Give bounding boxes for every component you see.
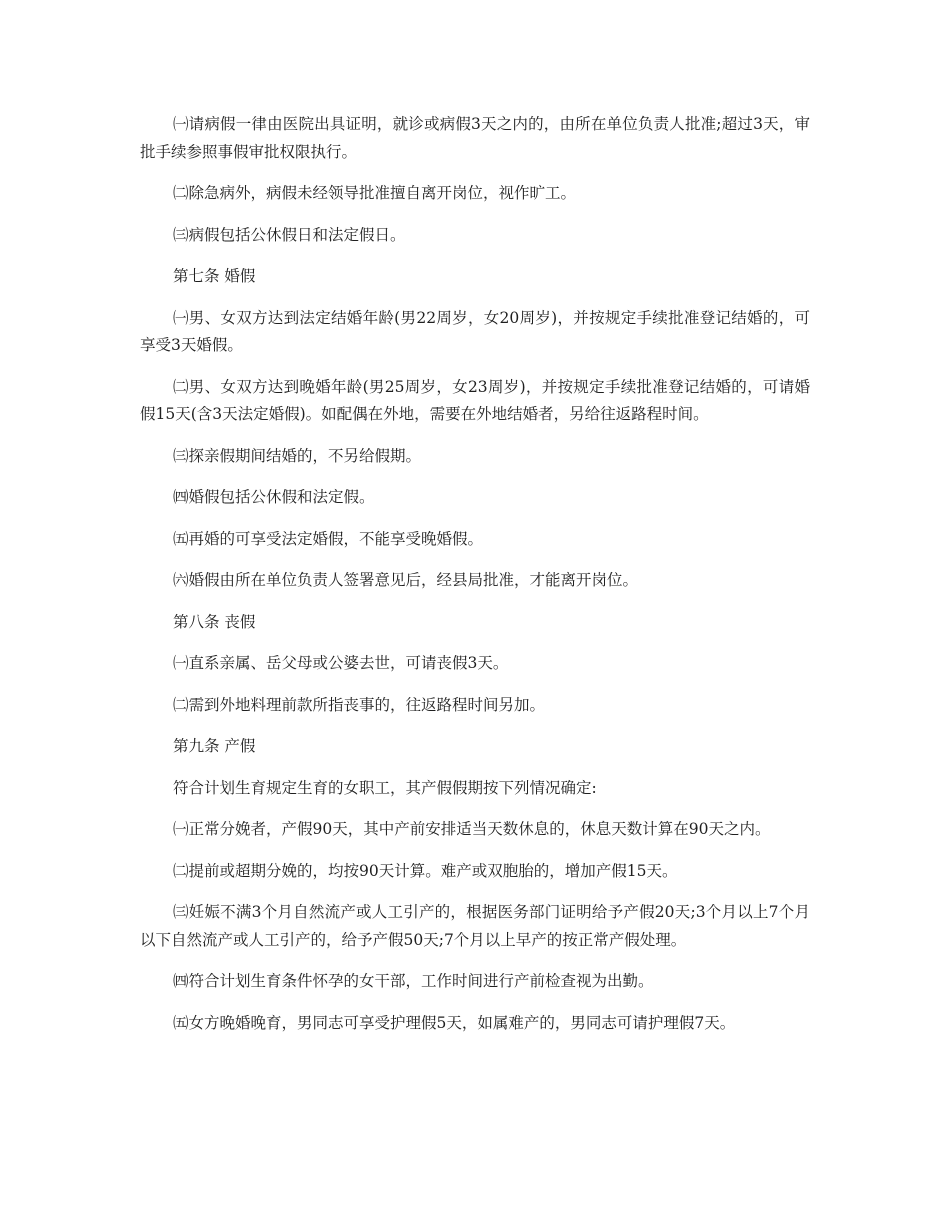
section-heading-marriage-leave: 第七条 婚假 bbox=[173, 267, 256, 285]
paragraph-maternity-leave-4: ㈣符合计划生育条件怀孕的女干部，工作时间进行产前检查视为出勤。 bbox=[173, 972, 654, 990]
document-page bbox=[140, 111, 810, 1051]
paragraph-sick-leave-1: ㈠请病假一律由医院出具证明，就诊或病假3天之内的，由所在单位负责人批准;超过3天，审批手续参照事假审批权限执行。 bbox=[140, 115, 810, 161]
paragraph-funeral-leave-1: ㈠直系亲属、岳父母或公婆去世，可请丧假3天。 bbox=[173, 654, 509, 672]
paragraph-maternity-leave-2: ㈡提前或超期分娩的，均按90天计算。难产或双胞胎的，增加产假15天。 bbox=[173, 861, 678, 880]
paragraph-marriage-leave-1: ㈠男、女双方达到法定结婚年龄(男22周岁，女20周岁)，并按规定手续批准登记结婚的，可享受3天婚假。 bbox=[140, 308, 810, 354]
section-heading-maternity-leave: 第九条 产假 bbox=[173, 737, 256, 755]
paragraph-maternity-leave-1: ㈠正常分娩者，产假90天，其中产前安排适当天数休息的，休息天数计算在90天之内。 bbox=[173, 820, 771, 838]
paragraph-marriage-leave-5: ㈤再婚的可享受法定婚假，不能享受晚婚假。 bbox=[173, 529, 484, 548]
section-heading-funeral-leave: 第八条 丧假 bbox=[173, 612, 256, 631]
paragraph-funeral-leave-2: ㈡需到外地料理前款所指丧事的，往返路程时间另加。 bbox=[173, 695, 546, 714]
paragraph-marriage-leave-3: ㈢探亲假期间结婚的，不另给假期。 bbox=[173, 446, 422, 465]
paragraph-sick-leave-3: ㈢病假包括公休假日和法定假日。 bbox=[173, 225, 406, 244]
paragraph-maternity-leave-3: ㈢妊娠不满3个月自然流产或人工引产的，根据医务部门证明给予产假20天;3个月以上7个月以下自然流产或人工引产的，给予产假50天;7个月以上早产的按正常产假处理。 bbox=[140, 903, 810, 949]
paragraph-maternity-intro: 符合计划生育规定生育的女职工，其产假假期按下列情况确定: bbox=[173, 778, 597, 797]
paragraph-sick-leave-2: ㈡除急病外，病假未经领导批准擅自离开岗位，视作旷工。 bbox=[173, 184, 577, 202]
paragraph-marriage-leave-2: ㈡男、女双方达到晚婚年龄(男25周岁，女23周岁)，并按规定手续批准登记结婚的，可请婚假15天(含3天法定婚假)。如配偶在外地，需要在外地结婚者，另给往返路程时间。 bbox=[140, 377, 810, 423]
paragraph-marriage-leave-6: ㈥婚假由所在单位负责人签署意见后，经县局批准，才能离开岗位。 bbox=[173, 571, 639, 589]
paragraph-marriage-leave-4: ㈣婚假包括公休假和法定假。 bbox=[173, 488, 375, 506]
paragraph-maternity-leave-5: ㈤女方晚婚晚育，男同志可享受护理假5天，如属难产的，男同志可请护理假7天。 bbox=[173, 1013, 736, 1032]
